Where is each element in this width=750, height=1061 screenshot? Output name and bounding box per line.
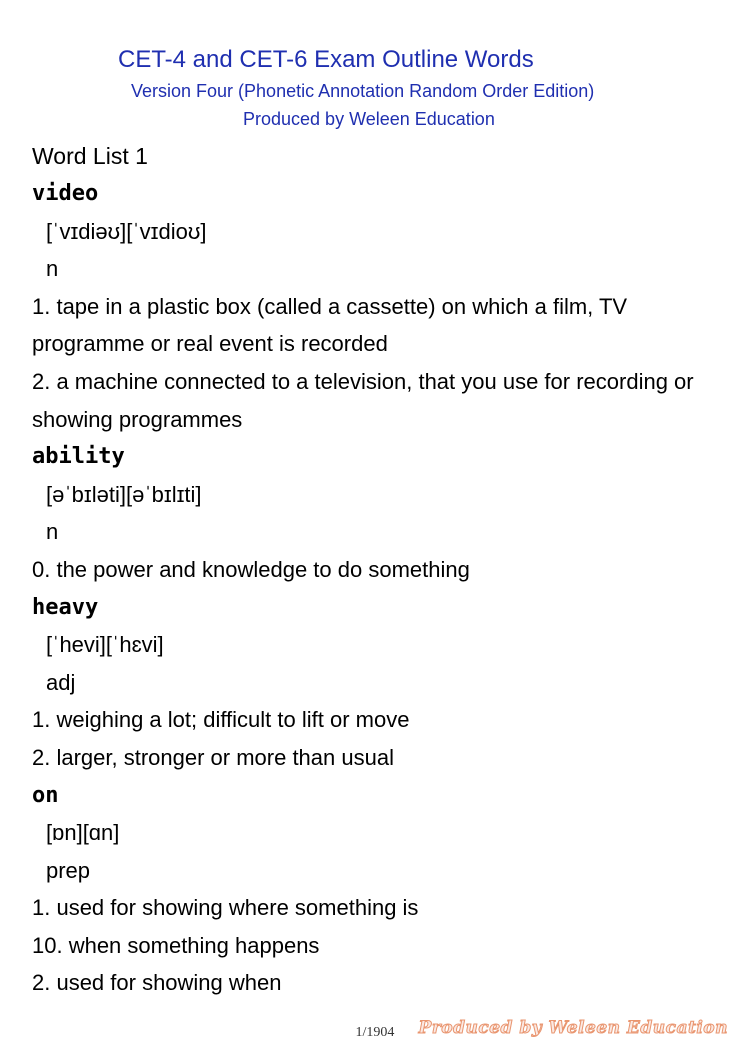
entry-part-of-speech: adj xyxy=(46,669,76,695)
entry-definition: 2. larger, stronger or more than usual xyxy=(32,744,394,770)
entry-phonetic: [ˈvɪdiəʊ][ˈvɪdioʊ] xyxy=(46,218,207,244)
entry-definition: 2. used for showing when xyxy=(32,970,282,996)
word-entry-ability xyxy=(32,438,722,588)
entry-part-of-speech: prep xyxy=(46,857,91,883)
page-number: 1/1904 xyxy=(355,1025,395,1040)
entry-definition: 1. tape in a plastic box (called a cassette) on which a film, TV programme or real event is recorded xyxy=(32,293,628,357)
word-list-heading: Word List 1 xyxy=(32,143,148,169)
entry-definition: 1. weighing a lot; difficult to lift or move xyxy=(32,707,410,733)
entry-word: ability xyxy=(32,444,125,470)
entry-definition: 0. the power and knowledge to do something xyxy=(32,556,470,582)
document-producer: Produced by Weleen Education xyxy=(243,109,495,129)
entry-definition: 2. a machine connected to a television, that you use for recording or showing programmes xyxy=(32,368,694,432)
document-title: CET-4 and CET-6 Exam Outline Words xyxy=(118,46,534,73)
entry-word: heavy xyxy=(32,594,99,620)
entry-phonetic: [ˈhevi][ˈhɛvi] xyxy=(46,632,164,658)
entry-word: video xyxy=(32,181,99,206)
entry-phonetic: [ɒn][ɑn] xyxy=(46,820,120,846)
word-entry-heavy xyxy=(32,589,722,777)
word-list-content xyxy=(32,137,722,1002)
word-entry-on xyxy=(32,777,722,1003)
entry-phonetic: [əˈbɪləti][əˈbɪlɪti] xyxy=(46,481,202,507)
entry-part-of-speech: n xyxy=(46,519,59,545)
entry-definition: 10. when something happens xyxy=(32,932,320,958)
watermark-logo: Produced by Weleen Education xyxy=(418,1018,728,1038)
entry-word: on xyxy=(32,782,59,808)
entry-definition: 1. used for showing where something is xyxy=(32,895,419,921)
document-subtitle: Version Four (Phonetic Annotation Random Order Edition) xyxy=(131,81,595,101)
entry-part-of-speech: n xyxy=(46,256,59,282)
word-entry-video xyxy=(32,175,722,438)
